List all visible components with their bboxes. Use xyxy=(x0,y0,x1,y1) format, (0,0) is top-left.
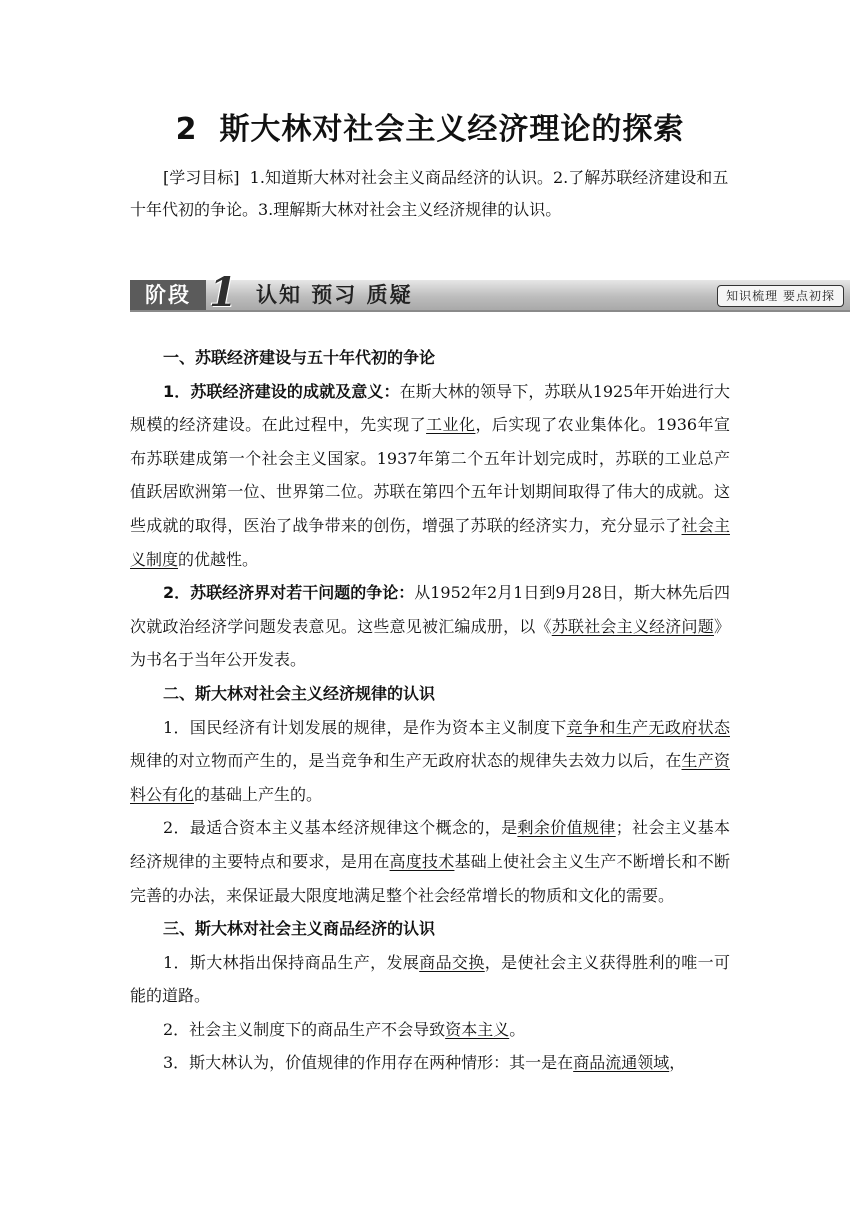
underlined-term: 商品流通领域 xyxy=(573,1053,670,1073)
text-run: 的基础上产生的。 xyxy=(194,784,323,804)
text-run: 》为书名于当年公开发表。 xyxy=(130,616,730,670)
lesson-number: 2 xyxy=(175,112,198,147)
paragraph xyxy=(130,711,730,812)
section-heading-2: 二、斯大林对社会主义经济规律的认识 xyxy=(163,683,436,703)
underlined-term: 生产资料公有化 xyxy=(130,751,730,804)
underlined-term: 资本主义 xyxy=(445,1019,510,1039)
underlined-term: 工业化 xyxy=(426,415,476,435)
section-heading-1: 一、苏联经济建设与五十年代初的争论 xyxy=(163,348,436,367)
banner-stage-number: 1 xyxy=(209,269,237,316)
text-run: 3．斯大林认为，价值规律的作用存在两种情形：其一是在 xyxy=(163,1053,574,1073)
underlined-term: 高度技术 xyxy=(389,851,455,871)
text-run: ；社会主义基本经济规律的主要特点和要求，是用在 xyxy=(130,818,730,871)
underlined-term: 商品交换 xyxy=(419,952,485,972)
text-run: 从1952年2月1日到9月28日，斯大林先后四次就政治经济学问题发表意见。这些意见被汇编成册，以《 xyxy=(130,583,730,636)
paragraph-lead: 2．苏联经济界对若干问题的争论： xyxy=(163,583,415,603)
paragraph xyxy=(130,1013,730,1047)
stage-banner xyxy=(130,269,850,316)
paragraph xyxy=(130,946,730,1013)
page-title xyxy=(130,104,730,148)
paragraph xyxy=(130,1046,730,1080)
underlined-term: 苏联社会主义经济问题 xyxy=(551,616,714,636)
text-run: 规律的对立物而产生的，是当竞争和生产无政府状态的规律失去效力以后，在 xyxy=(130,751,682,771)
text-run: 的优越性。 xyxy=(178,549,259,569)
banner-title: 认知 预习 质疑 xyxy=(256,283,413,307)
paragraph-lead: 1．苏联经济建设的成就及意义： xyxy=(163,381,400,401)
text-run: ， xyxy=(669,1053,686,1073)
underlined-term: 剩余价值规律 xyxy=(517,818,616,838)
text-run: ，是使社会主义获得胜利的唯一可能的道路。 xyxy=(130,952,730,1006)
underlined-term: 社会主义制度 xyxy=(130,515,730,569)
text-run: 1．斯大林指出保持商品生产，发展 xyxy=(163,952,420,972)
learning-goals-text: 1.知道斯大林对社会主义商品经济的认识。2.了解苏联经济建设和五十年代初的争论。3.理解斯大林对社会主义经济规律的认识。 xyxy=(130,168,729,219)
banner-stage-label: 阶段 xyxy=(130,280,206,310)
text-run: 2．最适合资本主义基本经济规律这个概念的，是 xyxy=(163,818,518,838)
text-run: ，后实现了农业集体化。1936年宣布苏联建成第一个社会主义国家。1937年第二个五年计划完成时，苏联的工业总产值跃居欧洲第一位、世界第二位。苏联在第四个五年计划期间取得了伟大的成就。这些成就的取得，医治了战争带来的创伤，增强了苏联的经济实力，充分显示了 xyxy=(130,415,730,535)
text-run: 在斯大林的领导下，苏联从1925年开始进行大规模的经济建设。在此过程中，先实现了 xyxy=(130,381,730,435)
text-run: 。 xyxy=(509,1019,526,1039)
lesson-title: 斯大林对社会主义经济理论的探索 xyxy=(219,112,685,147)
section-heading-3: 三、斯大林对社会主义商品经济的认识 xyxy=(163,919,436,939)
learning-goals-label: [学习目标] xyxy=(163,168,240,187)
banner-tag: 知识梳理 要点初探 xyxy=(717,285,844,307)
text-run: 基础上使社会主义生产不断增长和不断完善的办法，来保证最大限度地满足整个社会经常增长的物质和文化的需要。 xyxy=(130,851,730,905)
learning-goals xyxy=(130,162,730,226)
paragraph xyxy=(130,576,730,677)
paragraph xyxy=(130,811,730,912)
text-run: 2．社会主义制度下的商品生产不会导致 xyxy=(163,1019,446,1039)
text-run: 1．国民经济有计划发展的规律，是作为资本主义制度下 xyxy=(163,717,567,737)
underlined-term: 竞争和生产无政府状态 xyxy=(566,717,730,737)
main-content xyxy=(130,341,730,1080)
paragraph xyxy=(130,375,730,577)
